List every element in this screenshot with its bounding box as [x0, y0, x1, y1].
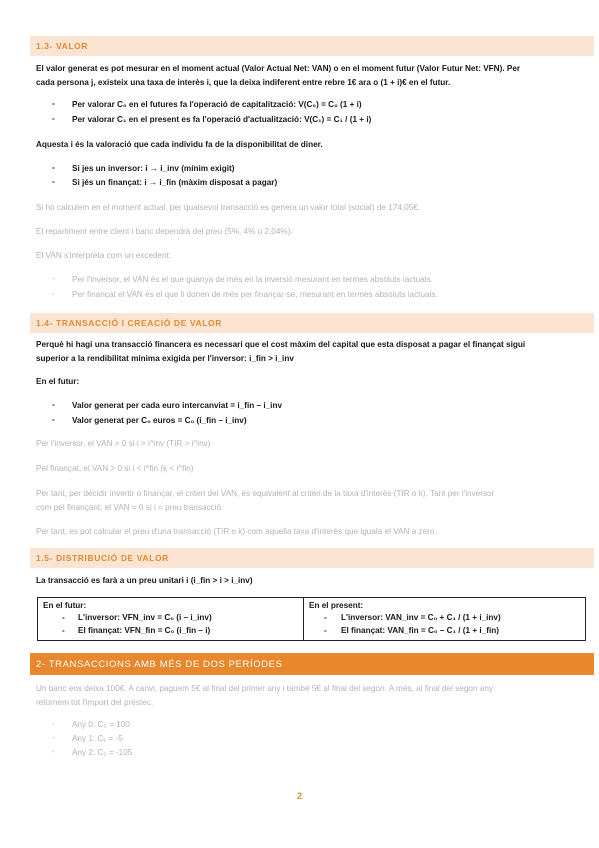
- bullet-dash: -: [52, 415, 55, 424]
- paragraph-line: retornem tot l'import del préstec.: [36, 698, 154, 707]
- bullet-dash: -: [62, 626, 65, 635]
- paragraph-line: Perquè hi hagi una transacció financera es necessari que el cost màxim del capital que esta disposat a pagar el finançat sigui: [36, 340, 526, 349]
- section-title: 2- TRANSACCIONS AMB MÉS DE DOS PERÍODES: [36, 659, 283, 670]
- bullet-dash: -: [324, 626, 327, 635]
- section-header-1-5: [30, 548, 594, 568]
- paragraph-line: Per l'inversor, el VAN > 0 si i > i^inv (TIR > i^inv): [36, 439, 211, 448]
- bullet-dash: -: [52, 719, 55, 728]
- paragraph-line: El valor generat es pot mesurar en el moment actual (Valor Actual Net: VAN) o en el moment futur (Valor Futur Net: VFN). Per: [36, 64, 521, 73]
- section-title: 1.4- TRANSACCIÓ I CREACIÓ DE VALOR: [36, 318, 223, 328]
- section-header-2: [30, 653, 594, 675]
- bullet-dash: -: [52, 747, 55, 756]
- bullet-dash: -: [324, 613, 327, 622]
- paragraph-line: Aquesta i és la valoració que cada individu fa de la disponibilitat de diner.: [36, 140, 323, 149]
- table-cell: El finançat: VFN_fin = C₀ (i_fin – i): [78, 626, 211, 635]
- table-divider: [303, 598, 304, 640]
- bullet-dash: -: [62, 613, 65, 622]
- table-cell-header: En el futur:: [43, 601, 87, 610]
- paragraph-line: Pel finançat, el VAN > 0 si i < i^fin (k < i^fin): [36, 464, 194, 473]
- list-item: Any 2: C₂ = -105: [72, 748, 133, 757]
- bullet-dash: -: [52, 177, 55, 186]
- paragraph-line: En el futur:: [36, 377, 80, 386]
- list-item: Per l'inversor, el VAN és el que guanya de més en la inversió mesurant en termes absoluts iactuals.: [72, 275, 433, 284]
- bullet-dash: -: [52, 733, 55, 742]
- table-cell: L'inversor: VFN_inv = C₀ (i – i_inv): [78, 613, 212, 622]
- list-item: Si jes un inversor: i → i_inv (mínim exigit): [72, 164, 235, 173]
- paragraph-line: com pel finançant, el VAN = 0 si i = preu transacció.: [36, 503, 224, 512]
- list-item: Any 0: C₀ = 100: [72, 720, 130, 729]
- paragraph-line: Si ho calculem en el moment actual, per qualsevol transacció es genera un valor total (social) de 174,05€.: [36, 203, 421, 212]
- bullet-dash: -: [52, 114, 55, 123]
- comparison-table: [37, 597, 586, 641]
- paragraph-line: Per tant, es pot calcular el preu d'una transacció (TIR o k) com aquella taxa d'interès que iguala el VAN a zero.: [36, 527, 437, 536]
- table-cell: L'inversor: VAN_inv = C₀ + C₁ / (1 + i_inv): [341, 613, 501, 622]
- paragraph-line: superior a la rendibilitat mínima exigida per l'inversor: i_fin > i_inv: [36, 354, 294, 363]
- section-title: 1.3- VALOR: [36, 41, 89, 51]
- table-cell-header: En el present:: [309, 601, 364, 610]
- list-item: Valor generat per C₀ euros = C₀ (i_fin – i_inv): [72, 416, 247, 425]
- bullet-dash: -: [52, 400, 55, 409]
- section-header-1-3: [30, 36, 594, 56]
- bullet-dash: -: [52, 289, 55, 298]
- list-item: Per valorar C₁ en el present es fa l'operació d'actualització: V(C₁) = C₁ / (1 + i): [72, 115, 372, 124]
- list-item: Si jés un finançat: i → i_fin (màxim disposat a pagar): [72, 178, 278, 187]
- bullet-dash: -: [52, 163, 55, 172]
- section-title: 1.5- DISTRIBUCIÓ DE VALOR: [36, 553, 169, 563]
- paragraph-line: cada persona j, existeix una taxa de interès i, que la deixa indiferent entre rebre 1€ ara o (1 + i)€ en el futur.: [36, 78, 451, 87]
- bullet-dash: -: [52, 274, 55, 283]
- list-item: Valor generat per cada euro intercanviat = i_fin – i_inv: [72, 401, 282, 410]
- paragraph-line: La transacció es farà a un preu unitari i (i_fin > i > i_inv): [36, 576, 253, 585]
- paragraph-line: Per tant, per decidir invertir o finançar, el criteri del VAN, és equivalent al criteri de la taxa d'interès (TIR o k). Tant per l'inversor: [36, 489, 495, 498]
- list-item: Per valorar C₀ en el futures fa l'operació de capitalització: V(C₀) = C₀ (1 + i): [72, 100, 362, 109]
- paragraph-line: El repartiment entre client i banc dependrà del preu (5%, 4% o 2,04%).: [36, 227, 293, 236]
- section-header-1-4: [30, 313, 594, 333]
- paragraph-line: Un banc ens deixa 100€. A canvi, paguem 5€ al final del primer any i també 5€ al final del segon. A més, al final del segon any: [36, 684, 493, 693]
- list-item: Any 1: C₁ = -5: [72, 734, 123, 743]
- table-cell: El finançat: VAN_fin = C₀ – C₁ / (1 + i_fin): [341, 626, 499, 635]
- page-number: 2: [296, 791, 302, 801]
- bullet-dash: -: [52, 99, 55, 108]
- list-item: Per finançat el VAN és el que li donen de més per finançar-se, mesurant en termes absoluts iactuals.: [72, 290, 438, 299]
- paragraph-line: El VAN s'interpreta com un excedent:: [36, 251, 172, 260]
